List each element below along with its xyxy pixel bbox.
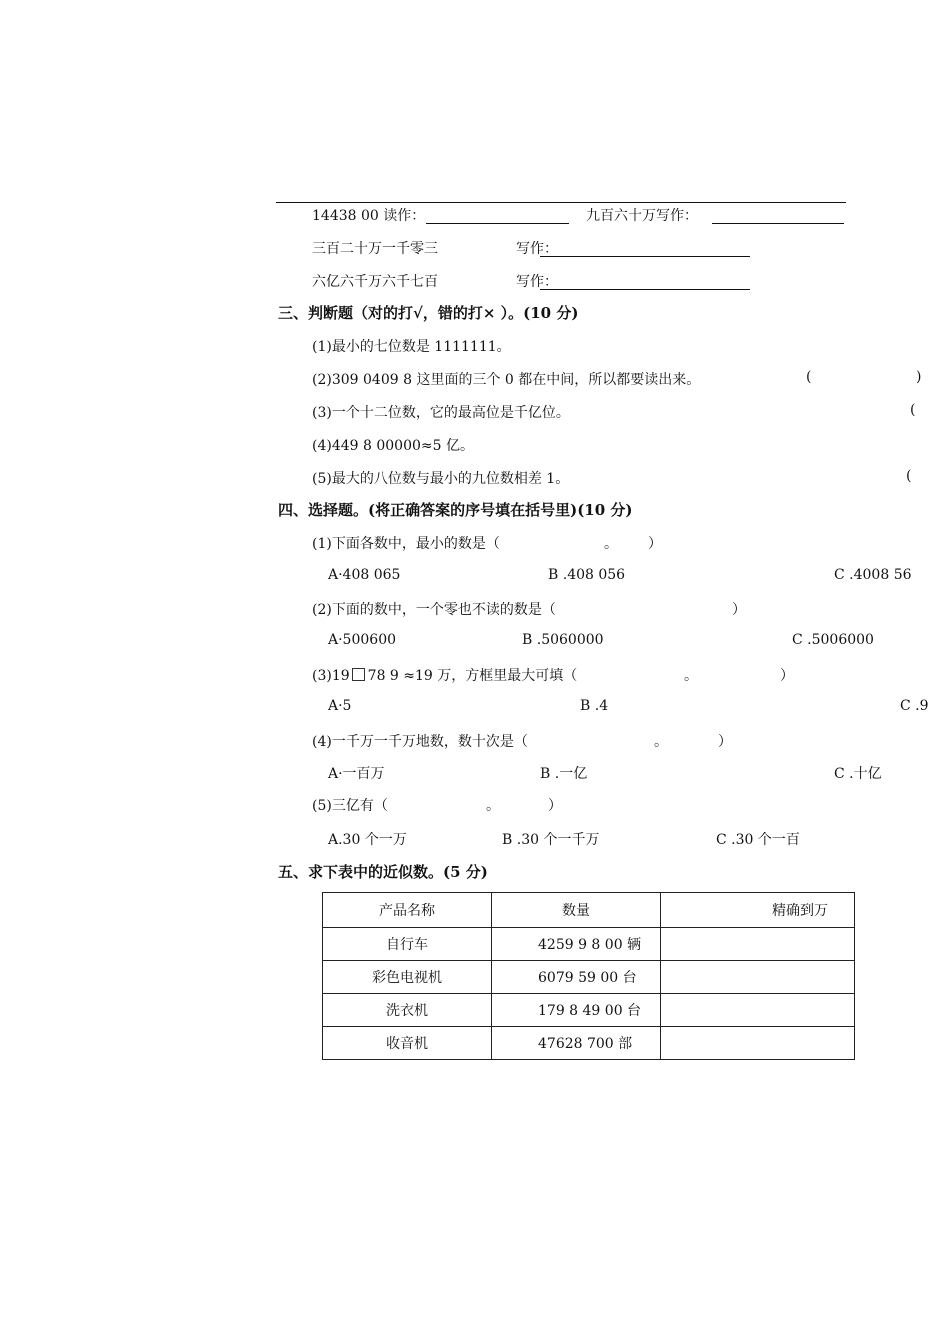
approx-answer-cell[interactable] xyxy=(661,994,855,1027)
number-words-2: 三百二十万一千零三 xyxy=(312,241,438,257)
choice-1-option-c[interactable]: C .4008 56 xyxy=(834,567,912,583)
table-row xyxy=(323,994,855,1027)
section4-title: 四、选择题。(将正确答案的序号填在括号里)(10 分) xyxy=(278,501,633,519)
choice-paren-close-2: ） xyxy=(732,602,746,618)
quantity-cell: 4259 9 8 00 辆 xyxy=(492,928,661,961)
write-label-2: 写作： xyxy=(516,241,558,257)
answer-paren-open-2[interactable]: ( xyxy=(806,369,812,385)
blank-box-icon xyxy=(352,668,365,681)
choice-5-option-c[interactable]: C .30 个一百 xyxy=(716,832,800,848)
choice-question-2: (2)下面的数中，一个零也不读的数是（ xyxy=(312,602,556,618)
choice-4-option-b[interactable]: B .一亿 xyxy=(540,766,588,782)
choice-3-option-b[interactable]: B .4 xyxy=(580,698,609,714)
answer-paren-open-3[interactable]: ( xyxy=(910,402,916,418)
product-name-cell: 彩色电视机 xyxy=(323,961,492,994)
write-number-label-1: 九百六十万写作： xyxy=(586,208,698,224)
header-quantity: 数量 xyxy=(492,893,661,928)
approx-answer-cell[interactable] xyxy=(661,961,855,994)
product-name-cell: 收音机 xyxy=(323,1027,492,1060)
answer-paren-open-5[interactable]: ( xyxy=(906,468,912,484)
judge-item-5: (5)最大的八位数与最小的九位数相差 1。 xyxy=(312,471,570,487)
choice-3-stem-a: (3)19 xyxy=(312,668,350,684)
judge-item-4: (4)449 8 00000≈5 亿。 xyxy=(312,438,474,454)
answer-line-3[interactable] xyxy=(540,256,750,257)
approx-answer-cell[interactable] xyxy=(661,928,855,961)
choice-dot-5: 。 xyxy=(486,798,500,814)
section3-title: 三、判断题（对的打√，错的打× ）。(10 分) xyxy=(278,304,579,322)
choice-5-option-a[interactable]: A.30 个一万 xyxy=(328,832,407,848)
table-row xyxy=(323,961,855,994)
answer-paren-close-2[interactable]: ) xyxy=(916,369,922,385)
table-row xyxy=(323,1027,855,1060)
choice-question-4: (4)一千万一千万地数，数十次是（ xyxy=(312,734,528,750)
choice-2-option-b[interactable]: B .5060000 xyxy=(522,632,604,648)
quantity-cell: 179 8 49 00 台 xyxy=(492,994,661,1027)
choice-dot-4: 。 xyxy=(654,734,668,750)
approx-answer-cell[interactable] xyxy=(661,1027,855,1060)
product-name-cell: 自行车 xyxy=(323,928,492,961)
choice-question-5: (5)三亿有（ xyxy=(312,798,388,814)
answer-line-4[interactable] xyxy=(540,289,750,290)
choice-question-3 xyxy=(312,665,577,685)
choice-paren-close-4: ） xyxy=(718,734,732,750)
choice-question-1: (1)下面各数中，最小的数是（ xyxy=(312,536,500,552)
approximation-table xyxy=(322,892,855,1060)
choice-paren-close-3: ） xyxy=(780,668,794,684)
choice-3-stem-b: 78 9 ≈19 万，方框里最大可填（ xyxy=(367,668,578,684)
section5-title: 五、求下表中的近似数。(5 分) xyxy=(278,863,488,881)
choice-paren-close-5: ） xyxy=(548,798,562,814)
number-words-3: 六亿六千万六千七百 xyxy=(312,274,438,290)
choice-3-option-c[interactable]: C .9 xyxy=(900,698,929,714)
header-round-to-ten-thousand: 精确到万 xyxy=(661,893,855,928)
answer-line-2[interactable] xyxy=(712,223,844,224)
quantity-cell: 6079 59 00 台 xyxy=(492,961,661,994)
choice-2-option-c[interactable]: C .5006000 xyxy=(792,632,874,648)
judge-item-2: (2)309 0409 8 这里面的三个 0 都在中间，所以都要读出来。 xyxy=(312,372,701,388)
quantity-cell: 47628 700 部 xyxy=(492,1027,661,1060)
choice-4-option-a[interactable]: A·一百万 xyxy=(328,766,385,782)
write-label-3: 写作： xyxy=(516,274,558,290)
read-number-label: 14438 00 读作： xyxy=(312,208,426,224)
choice-paren-close-1: ） xyxy=(648,536,662,552)
product-name-cell: 洗衣机 xyxy=(323,994,492,1027)
table-row xyxy=(323,928,855,961)
answer-line-1[interactable] xyxy=(426,223,569,224)
choice-1-option-b[interactable]: B .408 056 xyxy=(548,567,626,583)
choice-dot-3: 。 xyxy=(684,668,698,684)
choice-dot-1: 。 xyxy=(604,536,618,552)
judge-item-3: (3)一个十二位数，它的最高位是千亿位。 xyxy=(312,405,570,421)
top-rule xyxy=(276,202,846,203)
judge-item-1: (1)最小的七位数是 1111111。 xyxy=(312,339,511,355)
header-product-name: 产品名称 xyxy=(323,893,492,928)
choice-5-option-b[interactable]: B .30 个一千万 xyxy=(502,832,600,848)
choice-1-option-a[interactable]: A·408 065 xyxy=(328,567,401,583)
table-header-row xyxy=(323,893,855,928)
choice-3-option-a[interactable]: A·5 xyxy=(328,698,352,714)
choice-4-option-c[interactable]: C .十亿 xyxy=(834,766,882,782)
choice-2-option-a[interactable]: A·500600 xyxy=(328,632,397,648)
